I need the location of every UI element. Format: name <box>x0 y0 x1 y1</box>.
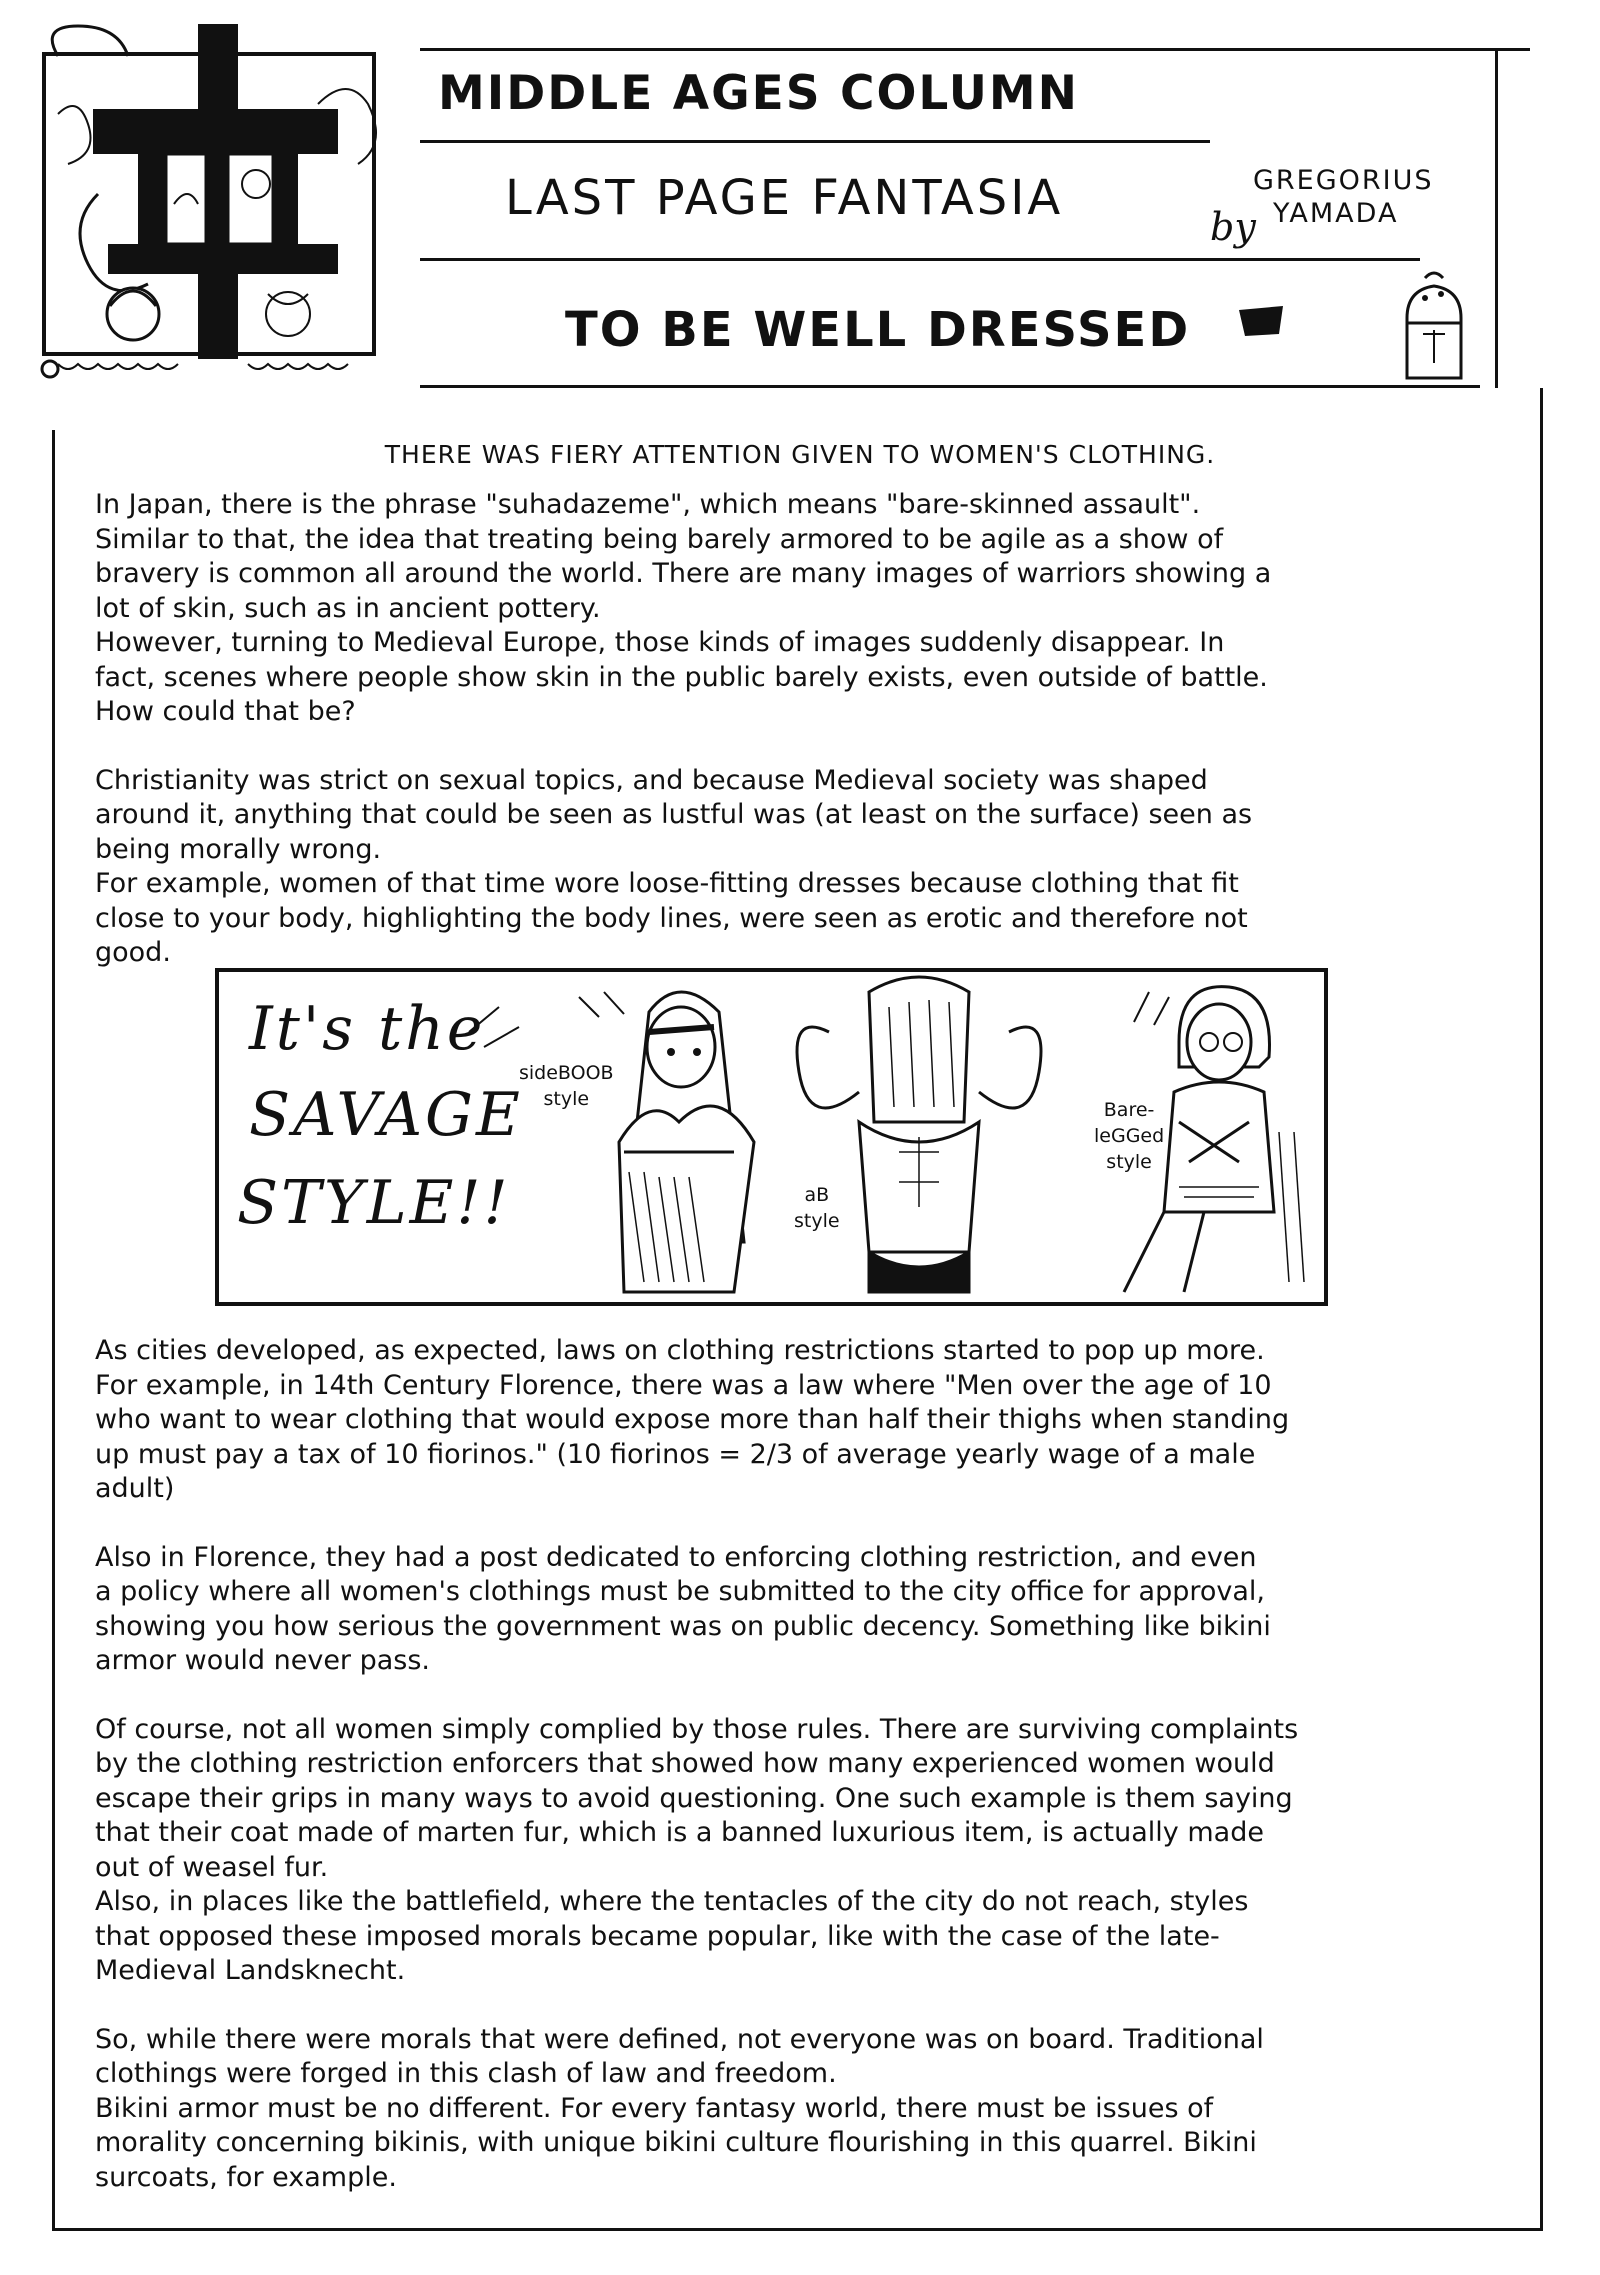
header-bottom-rule <box>420 385 1480 388</box>
savage-line-1: It's the <box>249 994 486 1064</box>
lead-heading: THERE WAS FIERY ATTENTION GIVEN TO WOMEN'S CLOTHING. <box>384 440 1216 469</box>
column-title: MIDDLE AGES COLUMN <box>438 66 1079 121</box>
series-title: LAST PAGE FANTASIA <box>505 170 1064 226</box>
page-left-border <box>52 430 55 2230</box>
header-top-rule <box>420 48 1530 51</box>
salt-shaker-knight-doodle-icon <box>1395 268 1473 383</box>
savage-line-2: SAVAGE <box>249 1080 523 1150</box>
savage-line-3: STYLE!! <box>237 1168 511 1238</box>
header-mid-rule <box>420 140 1210 143</box>
paragraph-2: Christianity was strict on sexual topics, and because Medieval society was shaped around it, anything that could be seen as lustful was (at least on the surface) seen as being morally wrong. For example, women of that time wore loose-fitting dresses because clothing that fit close to your body, highlighting the body lines, were seen as erotic and therefore not good. <box>95 764 1253 968</box>
paragraph-1: In Japan, there is the phrase "suhadazeme", which means "bare-skinned assault". Similar to that, the idea that treating being barely armored to be agile as a show of bravery is common all around the world. There are many images of warriors showing a lot of skin, such as in ancient pottery. However, turning to Medieval Europe, those kinds of images suddenly disappear. In fact, scenes where people show skin in the public barely exists, even outside of battle. How could that be? <box>95 489 1272 727</box>
paragraph-6: So, while there were morals that were defined, not everyone was on board. Traditional clothings were forged in this clash of law and freedom. Bikini armor must be no different. For every fantasy world, there must be issues of morality concerning bikinis, with unique bikini culture flourishing in this quarrel. Bikini surcoats, for example. <box>95 2023 1264 2193</box>
author-name-line2: YAMADA <box>1273 198 1399 229</box>
ab-style-label: aB style <box>794 1184 840 1232</box>
header-right-rule <box>1495 48 1498 388</box>
sideboob-style-label: sideBOOB style <box>519 1062 614 1110</box>
paragraph-4: Also in Florence, they had a post dedicated to enforcing clothing restriction, and even a policy where all women's clothings must be submitted to the city office for approval, showing you how serious the government was on public decency. Something like bikini armor would never pass. <box>95 1541 1271 1676</box>
article-body-top <box>95 488 1495 971</box>
page-right-border <box>1540 388 1543 2228</box>
paragraph-3: As cities developed, as expected, laws on clothing restrictions started to pop up more. For example, in 14th Century Florence, there was a law where "Men over the age of 10 who want to wear clothing that would expose more than half their thighs when standing up must pay a tax of 10 fiorinos." (10 fiorinos = 2/3 of average yearly wage of a male adult) <box>95 1335 1290 1504</box>
author-name-line1: GREGORIUS <box>1253 165 1434 196</box>
illuminated-initial-illustration <box>38 14 388 384</box>
hat-doodle-icon <box>1235 300 1287 340</box>
characters-illustration <box>219 972 1324 1302</box>
header-lower-rule <box>420 258 1420 261</box>
bare-legged-style-label: Bare- leGGed style <box>1094 1099 1165 1173</box>
paragraph-5: Of course, not all women simply complied by those rules. There are surviving complaints by the clothing restriction enforcers that showed how many experienced women would escape their grips in many ways to avoid questioning. One such example is them saying that their coat made of marten fur, which is a banned luxurious item, is actually made out of weasel fur. Also, in places like the battlefield, where the tentacles of the city do not reach, styles that opposed these imposed morals became popular, like with the case of the late- Medieval Landsknecht. <box>95 1713 1299 1986</box>
byline-by: by <box>1210 205 1256 249</box>
comic-panel <box>215 968 1328 1306</box>
page-bottom-border <box>52 2228 1543 2231</box>
article-title: TO BE WELL DRESSED <box>565 302 1191 358</box>
article-body-bottom <box>95 1334 1495 2195</box>
